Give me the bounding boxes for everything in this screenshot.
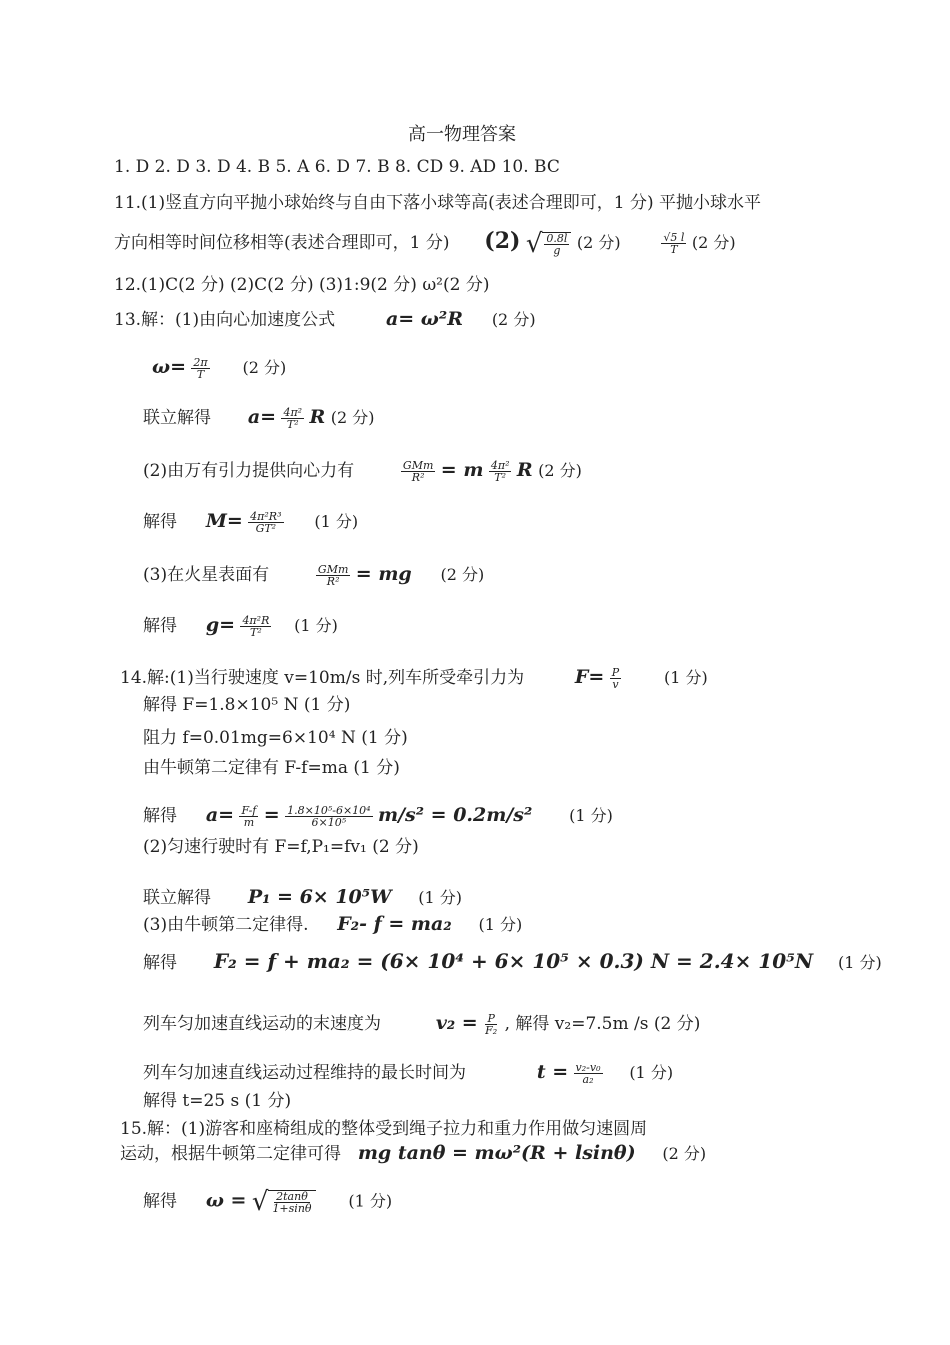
q13-l4-fraction2	[489, 460, 512, 483]
q13-l6-num: GMm	[317, 563, 349, 576]
sqrt-sign: √	[251, 1187, 269, 1217]
q14-l5-score: (1 分)	[569, 806, 613, 825]
q13-l4-score: (2 分)	[538, 461, 582, 480]
q14-l5-num2: 1.8×10⁵-6×10⁴	[287, 804, 371, 817]
q14-l5-rhs: m/s² = 0.2m/s²	[378, 804, 533, 826]
q15-l2-formula: mg tanθ = mω²(R + lsinθ)	[357, 1142, 636, 1164]
q14-l1-text: 14.解:(1)当行驶速度 v=10m/s 时,列车所受牵引力为	[120, 668, 525, 688]
q13-l5-fraction	[248, 511, 283, 534]
q14-l10-text: 列车匀加速直线运动的末速度为	[143, 1014, 381, 1034]
q11-ans2-fraction	[542, 232, 571, 256]
q13-l4-rhs: R	[516, 459, 533, 481]
q14-line7	[143, 886, 462, 909]
q14-l7-formula: P₁ = 6× 10⁵W	[247, 886, 392, 908]
q11-score-a: (2 分)	[576, 233, 621, 252]
q14-line3: 阻力 f=0.01mg=6×10⁴ N (1 分)	[143, 728, 408, 748]
q14-l11-text: 列车匀加速直线运动过程维持的最长时间为	[143, 1063, 466, 1083]
q14-l5-den1: m	[243, 816, 255, 829]
q13-l2-num: 2π	[193, 356, 208, 369]
q13-l5-num: 4π²R³	[250, 510, 282, 523]
q15-l3-lhs: ω =	[205, 1189, 247, 1212]
q11-line1: 11.(1)竖直方向平抛小球始终与自由下落小球等高(表述合理即可，1 分) 平抛小球水平	[114, 193, 762, 213]
q11-ans2-den: g	[553, 243, 561, 257]
q14-l10-fraction	[483, 1013, 499, 1036]
q13-l2-score: (2 分)	[242, 358, 287, 377]
q13-l3-fraction	[281, 407, 304, 430]
q14-l10-den: F₂	[485, 1024, 498, 1037]
q14-line8	[143, 913, 522, 936]
q14-l7-text: 联立解得	[143, 888, 211, 908]
q14-line5: 解得 a= $\frac{F-f}{m}$ = $\frac{\text{1.8×10⁵-6×10⁴}}{\text{6×10⁵}}$ m/s² = 0.2m/s² (1 分)	[143, 804, 613, 829]
q13-l1-score: (2 分)	[491, 310, 536, 329]
q13-l5-den: GT²	[255, 522, 277, 535]
q13-l4-fraction1	[401, 460, 435, 483]
q13-l3-rhs: R	[309, 406, 326, 428]
q15-l3-fraction	[268, 1190, 315, 1214]
q14-l11-lhs: t =	[536, 1061, 569, 1083]
q14-line2: 解得 F=1.8×10⁵ N (1 分)	[143, 695, 351, 715]
q14-line10	[143, 1012, 700, 1036]
q13-l5-text: 解得	[143, 512, 177, 532]
q15-l2-score: (2 分)	[662, 1144, 707, 1163]
q14-line12: 解得 t=25 s (1 分)	[143, 1091, 292, 1111]
q12-line: 12.(1)C(2 分) (2)C(2 分) (3)1:9(2 分) ω²(2 分)	[114, 275, 490, 295]
q11-score-b: (2 分)	[691, 233, 736, 252]
q11-ans2-num: 0.8l	[546, 231, 568, 245]
q14-l10-lhs: v₂ =	[435, 1012, 478, 1034]
q13-line7	[143, 614, 338, 638]
sqrt-sign: √	[525, 228, 543, 259]
q14-l5-fraction2	[285, 805, 372, 828]
q14-l9-text: 解得	[143, 953, 177, 973]
q14-l1-lhs: F=	[574, 666, 605, 688]
q13-l2-fraction	[191, 357, 209, 380]
q13-l3-num: 4π²	[283, 406, 303, 419]
q14-l7-score: (1 分)	[418, 888, 463, 907]
q13-l4-text: (2)由万有引力提供向心力有	[143, 461, 355, 481]
q11-line2-text: 方向相等时间位移相等(表述合理即可，1 分)	[114, 233, 450, 253]
q13-l6-fraction	[316, 564, 350, 587]
q14-l1-den: v	[612, 678, 619, 691]
q15-l3-sqrt	[252, 1189, 316, 1215]
q14-l10-rest: , 解得 v₂=7.5m /s (2 分)	[504, 1014, 701, 1034]
q13-l2-lhs: ω=	[152, 356, 187, 378]
q14-l5-den2: 6×10⁵	[311, 816, 347, 829]
q15-l3-score: (1 分)	[348, 1191, 393, 1211]
q13-l6-rhs: = mg	[355, 563, 412, 585]
q14-l5-text: 解得	[143, 806, 177, 826]
q13-l1-formula: a= ω²R	[385, 308, 463, 330]
q13-line6	[143, 563, 484, 587]
q14-l1-num: P	[611, 666, 620, 679]
q11-ans3-num: √5 l	[663, 231, 685, 244]
q13-line5	[143, 510, 358, 534]
q13-l1-text: 13.解：(1)由向心加速度公式	[114, 310, 336, 330]
q13-l6-score: (2 分)	[440, 565, 485, 584]
q14-line6: (2)匀速行驶时有 F=f,P₁=fv₁ (2 分)	[143, 837, 419, 857]
q13-l7-text: 解得	[143, 616, 177, 636]
q15-line3	[143, 1189, 392, 1215]
q13-line1	[114, 308, 536, 331]
q14-l8-score: (1 分)	[478, 915, 523, 934]
q11-line2	[114, 230, 736, 257]
q13-line3	[143, 406, 374, 430]
q14-l5-fraction1	[239, 805, 258, 828]
q15-line1: 15.解：(1)游客和座椅组成的整体受到绳子拉力和重力作用做匀速圆周	[120, 1119, 648, 1139]
q13-l5-lhs: M=	[205, 510, 243, 532]
q14-line9	[143, 950, 882, 974]
q14-l11-num: v₂-v₀	[575, 1061, 601, 1074]
q13-l3-lhs: a=	[247, 406, 277, 428]
q14-l10-num: P	[487, 1012, 495, 1025]
q13-l4-den1: R²	[411, 471, 425, 484]
q14-line11	[143, 1061, 673, 1085]
q13-l6-text: (3)在火星表面有	[143, 565, 270, 585]
q14-l8-formula: F₂- f = ma₂	[337, 913, 452, 935]
q13-l3-score: (2 分)	[330, 408, 375, 427]
q14-l11-score: (1 分)	[629, 1063, 674, 1082]
mc-answers: 1. D 2. D 3. D 4. B 5. A 6. D 7. B 8. CD 9. AD 10. BC	[114, 157, 560, 177]
q14-l1-fraction	[610, 667, 621, 690]
q11-ans2-sqrt	[525, 228, 572, 259]
q11-ans3-fraction	[661, 232, 686, 255]
q13-l4-num2: 4π²	[490, 459, 510, 472]
q13-l7-num: 4π²R	[242, 614, 270, 627]
page-title: 高一物理答案	[408, 124, 516, 145]
q14-l9-score: (1 分)	[837, 953, 882, 972]
q14-l9-formula: F₂ = f + ma₂ = (6× 10⁴ + 6× 10⁵ × 0.3) N = 2.4× 10⁵N	[213, 949, 814, 973]
q13-l4-num1: GMm	[402, 459, 434, 472]
q11-ans3-den: T	[670, 243, 678, 256]
q14-line4: 由牛顿第二定律有 F-f=ma (1 分)	[143, 758, 400, 778]
q13-l7-fraction	[240, 615, 271, 638]
q14-l5-lhs: a=	[205, 804, 235, 826]
q13-line4	[143, 459, 582, 483]
q15-line2	[120, 1142, 706, 1165]
q13-l7-den: T²	[250, 626, 262, 639]
q13-l2-den: T	[196, 368, 205, 381]
q15-l3-num: 2tanθ	[276, 1190, 308, 1203]
q13-line2	[152, 356, 286, 380]
q14-l5-num1: F-f	[241, 804, 257, 817]
q14-l1-score: (1 分)	[663, 668, 708, 687]
q14-l11-den: a₂	[582, 1073, 594, 1086]
q13-l3-den: T²	[286, 418, 299, 431]
q13-l5-score: (1 分)	[314, 512, 359, 531]
q14-l8-text: (3)由牛顿第二定律得.	[143, 915, 309, 935]
q13-l4-mid: = m	[440, 459, 484, 481]
q15-l3-text: 解得	[143, 1191, 177, 1212]
q15-l3-den: 1+sinθ	[272, 1202, 312, 1215]
q13-l7-score: (1 分)	[294, 616, 338, 635]
q14-line1	[120, 666, 708, 690]
q13-l7-lhs: g=	[205, 614, 236, 636]
q11-ans2-prefix: (2)	[484, 228, 521, 254]
q13-l3-text: 联立解得	[143, 408, 211, 428]
q13-l6-den: R²	[326, 575, 340, 588]
q13-l4-den2: T²	[494, 471, 507, 484]
q15-l2-text: 运动，根据牛顿第二定律可得	[120, 1144, 341, 1164]
q14-l11-fraction	[574, 1062, 603, 1085]
